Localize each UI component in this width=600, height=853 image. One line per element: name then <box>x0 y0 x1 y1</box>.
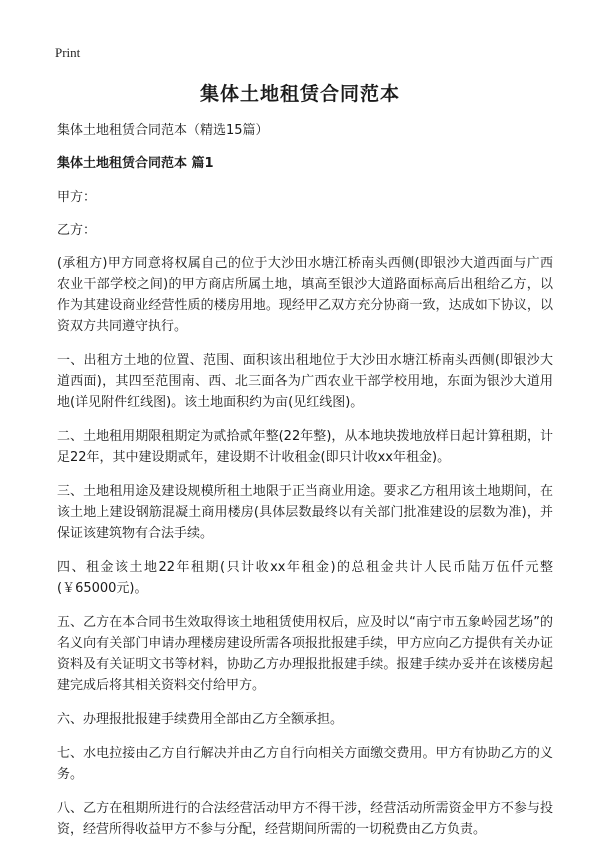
paragraph-clause-4: 四、租金该土地22年租期(只计收xx年租金)的总租金共计人民币陆万伍仟元整(￥65000元)。 <box>57 560 553 596</box>
paragraph-clause-2: 二、土地租用期限租期定为贰拾贰年整(22年整)，从本地块拨地放样日起计算租期，计足22年，其中建设期贰年，建设期不计收租金(即只计收xx年租金)。 <box>57 429 553 465</box>
paragraph-clause-8: 八、乙方在租期所进行的合法经营活动甲方不得干涉，经营活动所需资金甲方不参与投资，经营所得收益甲方不参与分配，经营期间所需的一切税费由乙方负责。 <box>57 801 553 837</box>
document-subtitle: 集体土地租赁合同范本（精选15篇） <box>57 123 269 138</box>
paragraph-clause-1: 一、出租方土地的位置、范围、面积该出租地位于大沙田水塘江桥南头西侧(即银沙大道西面)，其四至范围南、西、北三面各为广西农业干部学校用地，东面为银沙大道用地(详见附件红线图)。该土地面积约为亩(见红线图)。 <box>57 353 553 410</box>
document-title: 集体土地租赁合同范本 <box>199 83 400 105</box>
print-link[interactable]: Print <box>55 45 81 60</box>
document-body <box>57 120 553 853</box>
paragraph-clause-5: 五、乙方在本合同书生效取得该土地租赁使用权后，应及时以“南宁市五象岭园艺场”的名义向有关部门申请办理楼房建设所需各项报批报建手续，甲方应向乙方提供有关办证资料及有关证明文书等材料，协助乙方办理报批报建手续。报建手续办妥并在该楼房起建完成后将其相关资料交付给甲方。 <box>57 615 553 693</box>
party-b-line: 乙方： <box>57 223 97 238</box>
paragraph-clause-6: 六、办理报批报建手续费用全部由乙方全额承担。 <box>57 712 344 727</box>
section-heading: 集体土地租赁合同范本 篇1 <box>57 156 214 171</box>
paragraph-intro: (承租方)甲方同意将权属自己的位于大沙田水塘江桥南头西侧(即银沙大道西面与广西农业干部学校之间)的甲方商店所属土地，填高至银沙大道路面标高后出租给乙方，以作为其建设商业经营性质的楼房用地。现经甲乙双方充分协商一致，达成如下协议，以资双方共同遵守执行。 <box>57 256 553 334</box>
paragraph-clause-3: 三、土地租用途及建设规模所租土地限于正当商业用途。要求乙方租用该土地期间，在该土地上建设钢筋混凝土商用楼房(具体层数最终以有关部门批准建设的层数为准)，并保证该建筑物有合法手续。 <box>57 484 553 541</box>
party-a-line: 甲方： <box>57 190 97 205</box>
paragraph-clause-7: 七、水电拉接由乙方自行解决并由乙方自行向相关方面缴交费用。甲方有协助乙方的义务。 <box>57 746 553 782</box>
